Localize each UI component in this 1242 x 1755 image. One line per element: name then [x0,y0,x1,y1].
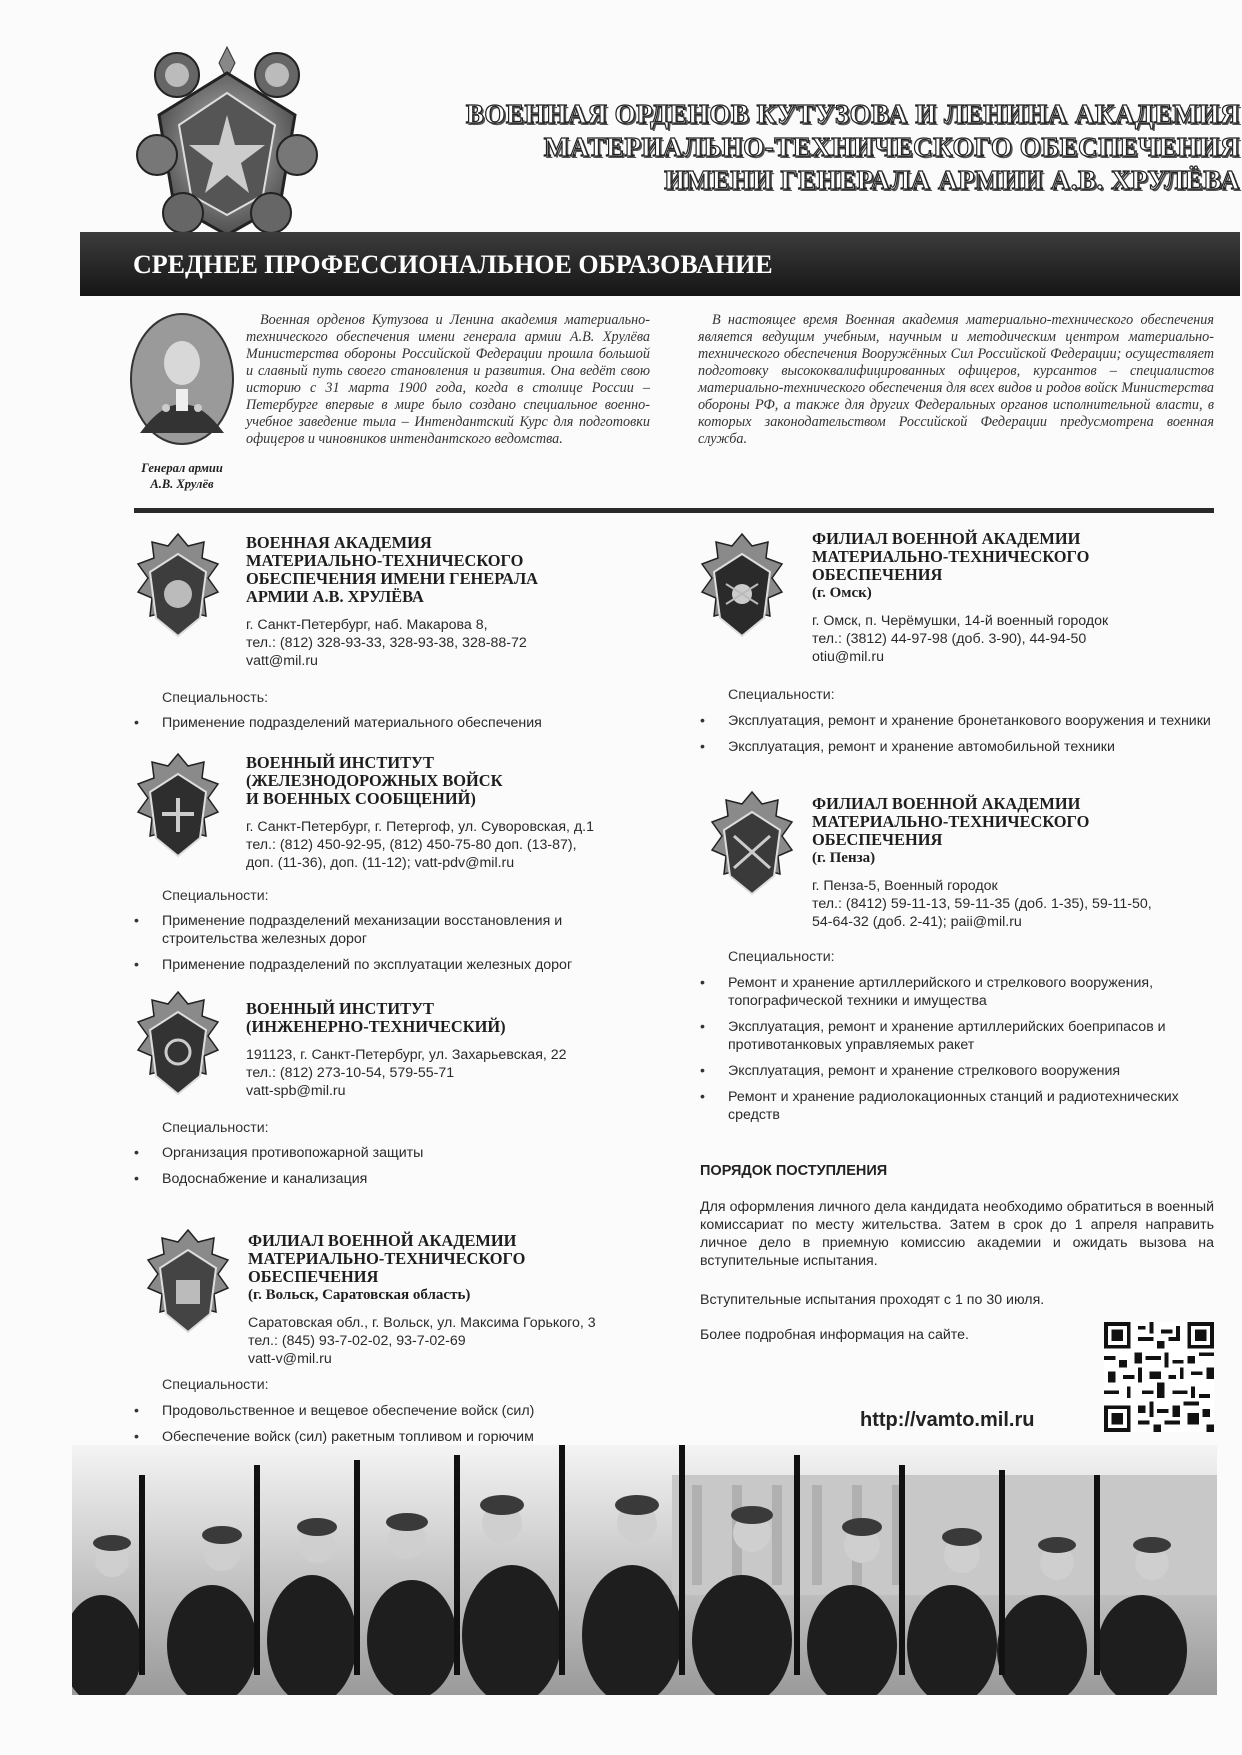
institution-railway [246,754,666,872]
title-line-3: ИМЕНИ ГЕНЕРАЛА АРМИИ А.В. ХРУЛЁВА [664,165,1240,195]
email-link[interactable]: vatt-v@mil.ru [248,1351,332,1367]
institution-contacts: г. Санкт-Петербург, г. Петергоф, ул. Суворовская, д.1 тел.: (812) 450-92-95, (812) 450-75-80 доп. (13-87), доп. (11-36), доп. (11-12); vatt-pdv@mil.ru [246,819,595,871]
spec-list [698,712,1218,764]
list-item: • Эксплуатация, ремонт и хранение артиллерийских боеприпасов и противотанковых управляемых ракет [698,1018,1218,1054]
institute-emblem-icon [696,532,788,644]
list-item: • Применение подразделений по эксплуатации железных дорог [132,956,652,974]
admission-more-info: Более подробная информация на сайте. [700,1327,969,1343]
list-item: • Обеспечение войск (сил) ракетным топливом и горючим [132,1428,652,1446]
list-item: • Организация противопожарной защиты [132,1144,652,1162]
admission-text: Для оформления личного дела кандидата необходимо обратиться в военный комиссариат по месту жительства. Затем в срок до 1 апреля направить личное дело в приемную комиссию академии и ожидать вызова на вступительные испытания. [700,1199,1214,1269]
list-item: • Ремонт и хранение артиллерийского и стрелкового вооружения, топографической техники и имущества [698,974,1218,1010]
institution-name: ФИЛИАЛ ВОЕННОЙ АКАДЕМИИ МАТЕРИАЛЬНО-ТЕХНИЧЕСКОГО ОБЕСПЕЧЕНИЯ (г. Вольск, Саратовская область) [248,1231,526,1303]
institution-emblem [132,990,224,1107]
institution-name: ВОЕННЫЙ ИНСТИТУТ (ЖЕЛЕЗНОДОРОЖНЫХ ВОЙСК И ВОЕННЫХ СООБЩЕНИЙ) [246,753,503,808]
institution-emblem [132,752,224,869]
institution-academy-spb [246,534,626,670]
spec-label: Специальности: [162,888,269,904]
spec-label: Специальности: [162,1120,269,1136]
spec-label: Специальности: [728,687,835,703]
section-banner-title: СРЕДНЕЕ ПРОФЕССИОНАЛЬНОЕ ОБРАЗОВАНИЕ [133,250,773,279]
title-line-1: ВОЕННАЯ ОРДЕНОВ КУТУЗОВА И ЛЕНИНА АКАДЕМИЯ [465,99,1240,129]
list-item: • Ремонт и хранение радиолокационных станций и радиотехнических средств [698,1088,1218,1124]
institution-emblem [706,790,798,907]
spec-list [132,912,652,982]
list-item: • Эксплуатация, ремонт и хранение бронетанкового вооружения и техники [698,712,1218,730]
intro-present-text: В настоящее время Военная академия материально-технического обеспечения является ведущим учебным, научным и методическим центром материально-технического обеспечения Вооружённых Сил Российской Федерации; осуществляет подготовку высококвалифицированных офицеров, курсантов – специалистов материально-технического обеспечения для всех видов и родов войск Министерства обороны РФ, а также для других Федеральных органов исполнительной власти, в которых законодательством Российской Федерации предусмотрена военная служба. [698,312,1214,447]
institution-contacts: г. Омск, п. Черёмушки, 14-й военный городок тел.: (3812) 44-97-98 (доб. 3-90), 44-94-50 otiu@mil.ru [812,612,1212,666]
website-link[interactable]: http://vamto.mil.ru [860,1409,1035,1431]
qr-code-icon[interactable] [1104,1322,1214,1432]
spec-label: Специальности: [728,949,835,965]
spec-list [132,1144,652,1196]
academy-title [360,98,1240,197]
institute-emblem-icon [142,1228,234,1340]
institution-omsk [812,530,1212,666]
intro-history-text: Военная орденов Кутузова и Ленина академия материально-технического обеспечения имени генерала армии А.В. Хрулёва Министерства обороны Российской Федерации прошла большой и славный путь своего становления и развития. Она ведёт свою историю с 31 марта 1900 года, когда в столице России – Петербурге впервые в мире было создано специальное военно-учебное заведение тыла – Интендантский Курс для подготовки офицеров и чиновников интендантского ведомства. [246,312,650,447]
institute-emblem-icon [706,790,798,902]
portrait-caption: Генерал армии А.В. Хрулёв [141,461,223,491]
institution-contacts: Саратовская обл., г. Вольск, ул. Максима Горького, 3 тел.: (845) 93-7-02-02, 93-7-02-69 vatt-v@mil.ru [248,1314,668,1368]
institution-contacts: 191123, г. Санкт-Петербург, ул. Захарьевская, 22 тел.: (812) 273-10-54, 579-55-71 vatt-spb@mil.ru [246,1046,666,1100]
institution-engineering [246,1000,666,1100]
institution-emblem [142,1228,234,1345]
institution-emblem [132,532,224,649]
spec-label: Специальность: [162,690,269,706]
spec-label: Специальности: [162,1377,269,1393]
list-item: • Эксплуатация, ремонт и хранение автомобильной техники [698,738,1218,756]
institution-volsk [248,1232,668,1368]
institution-name: ВОЕННЫЙ ИНСТИТУТ (ИНЖЕНЕРНО-ТЕХНИЧЕСКИЙ) [246,999,506,1036]
admission-exams: Вступительные испытания проходят с 1 по 30 июля. [700,1292,1045,1308]
list-item: • Водоснабжение и канализация [132,1170,652,1188]
portrait-khrulev [130,313,234,445]
spec-list [698,974,1218,1132]
institution-name: ФИЛИАЛ ВОЕННОЙ АКАДЕМИИ МАТЕРИАЛЬНО-ТЕХНИЧЕСКОГО ОБЕСПЕЧЕНИЯ (г. Пенза) [812,794,1090,866]
academy-order-emblem-icon [135,45,320,240]
email-link[interactable]: vatt-spb@mil.ru [246,1083,346,1099]
email-link[interactable]: otiu@mil.ru [812,649,884,665]
academy-emblem-icon [132,532,224,644]
admission-title: ПОРЯДОК ПОСТУПЛЕНИЯ [700,1163,888,1179]
institution-contacts: г. Пенза-5, Военный городок тел.: (8412) 59-11-13, 59-11-35 (доб. 1-35), 59-11-50, 54-64-32 (доб. 2-41); paii@mil.ru [812,878,1152,930]
institution-penza [812,795,1212,931]
list-item: • Продовольственное и вещевое обеспечение войск (сил) [132,1402,652,1420]
institution-name: ФИЛИАЛ ВОЕННОЙ АКАДЕМИИ МАТЕРИАЛЬНО-ТЕХНИЧЕСКОГО ОБЕСПЕЧЕНИЯ (г. Омск) [812,529,1090,601]
institute-emblem-icon [132,752,224,864]
institution-contacts: г. Санкт-Петербург, наб. Макарова 8, тел.: (812) 328-93-33, 328-93-38, 328-88-72 vatt@mil.ru [246,616,626,670]
list-item: • Применение подразделений материального обеспечения [132,714,652,732]
title-line-2: МАТЕРИАЛЬНО-ТЕХНИЧЕСКОГО ОБЕСПЕЧЕНИЯ [543,132,1240,162]
email-link[interactable]: vatt@mil.ru [246,653,318,669]
spec-list [132,714,652,740]
list-item: • Применение подразделений механизации восстановления и строительства железных дорог [132,912,652,948]
institution-emblem [696,532,788,649]
list-item: • Эксплуатация, ремонт и хранение стрелкового вооружения [698,1062,1218,1080]
institution-name: ВОЕННАЯ АКАДЕМИЯ МАТЕРИАЛЬНО-ТЕХНИЧЕСКОГО ОБЕСПЕЧЕНИЯ ИМЕНИ ГЕНЕРАЛА АРМИИ А.В. ХРУЛЁВА [246,533,539,606]
institute-emblem-icon [132,990,224,1102]
parade-photo [72,1445,1217,1695]
divider [134,508,1214,513]
